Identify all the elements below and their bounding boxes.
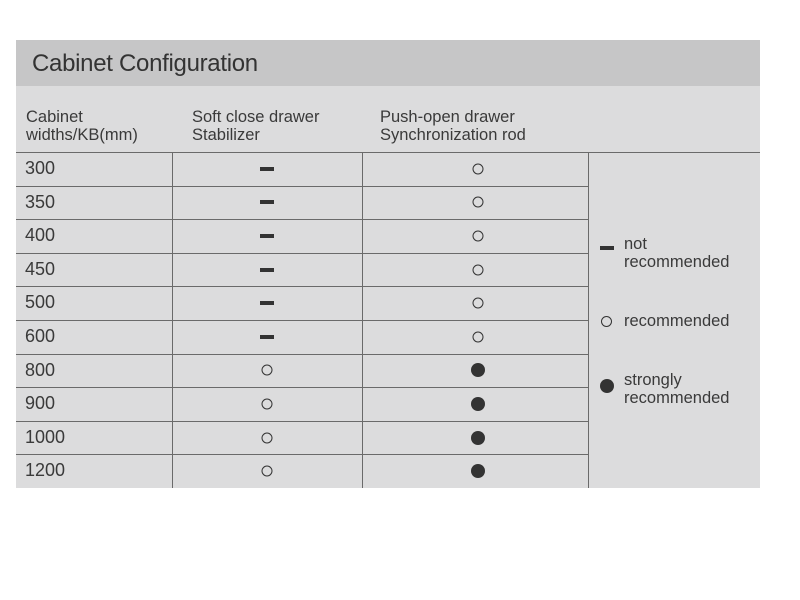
table-row — [16, 320, 588, 354]
cabinet-width-cell: 1200 — [25, 460, 66, 481]
legend-text — [624, 235, 729, 271]
cabinet-width-cell: 450 — [25, 258, 56, 279]
filled-circle-icon — [471, 397, 485, 411]
circle-outline-icon — [262, 466, 273, 477]
header-line: Stabilizer — [192, 126, 260, 144]
dash-icon — [260, 301, 274, 305]
circle-outline-icon — [473, 163, 484, 174]
table-row — [16, 219, 588, 253]
circle-outline-icon — [473, 197, 484, 208]
table-row — [16, 354, 588, 388]
cabinet-width-cell: 350 — [25, 191, 56, 212]
table-row — [16, 152, 588, 186]
legend-line: recommended — [624, 253, 730, 271]
cabinet-width-cell: 300 — [25, 158, 56, 178]
table-row — [16, 421, 588, 455]
panel-title: Cabinet Configuration — [32, 50, 258, 77]
dash-icon — [260, 200, 274, 204]
header-line: Synchronization rod — [380, 126, 526, 144]
header-line: Soft close drawer — [192, 108, 320, 126]
header-line: Push-open drawer — [380, 108, 515, 126]
circle-outline-icon — [473, 264, 484, 275]
circle-outline-icon — [262, 365, 273, 376]
legend-text — [624, 371, 729, 407]
filled-circle-icon — [600, 379, 614, 393]
cabinet-configuration-panel — [16, 40, 760, 488]
column-divider — [362, 152, 363, 488]
cabinet-width-cell: 400 — [25, 225, 56, 246]
header-cabinet-widths — [26, 108, 138, 144]
cabinet-width-cell: 900 — [25, 393, 56, 414]
table-row — [16, 387, 588, 421]
circle-outline-icon — [262, 398, 273, 409]
dash-icon — [260, 167, 274, 171]
header-line: widths/KB(mm) — [26, 126, 138, 144]
dash-icon — [260, 268, 274, 272]
legend-line: strongly — [624, 371, 682, 389]
legend-line: not — [624, 235, 647, 253]
dash-icon — [260, 335, 274, 339]
filled-circle-icon — [471, 464, 485, 478]
header-line: Cabinet — [26, 108, 83, 126]
circle-outline-icon — [473, 298, 484, 309]
header-soft-close — [192, 108, 319, 144]
title-bar — [16, 40, 760, 86]
cabinet-width-cell: 500 — [25, 292, 56, 313]
legend-line: recommended — [624, 312, 730, 330]
table-row — [16, 253, 588, 287]
table-row — [16, 286, 588, 320]
table-row — [16, 186, 588, 220]
column-divider — [588, 152, 589, 488]
legend-text — [624, 312, 729, 330]
column-divider — [172, 152, 173, 488]
table-row — [16, 454, 588, 488]
cabinet-width-cell: 1000 — [25, 426, 66, 447]
circle-outline-icon — [473, 230, 484, 241]
legend-line: recommended — [624, 389, 730, 407]
filled-circle-icon — [471, 431, 485, 445]
dash-icon — [600, 246, 614, 250]
circle-outline-icon — [262, 432, 273, 443]
cabinet-width-cell: 800 — [25, 359, 56, 380]
header-push-open — [380, 108, 526, 144]
circle-outline-icon — [601, 316, 612, 327]
dash-icon — [260, 234, 274, 238]
circle-outline-icon — [473, 331, 484, 342]
filled-circle-icon — [471, 363, 485, 377]
cabinet-width-cell: 600 — [25, 326, 56, 346]
